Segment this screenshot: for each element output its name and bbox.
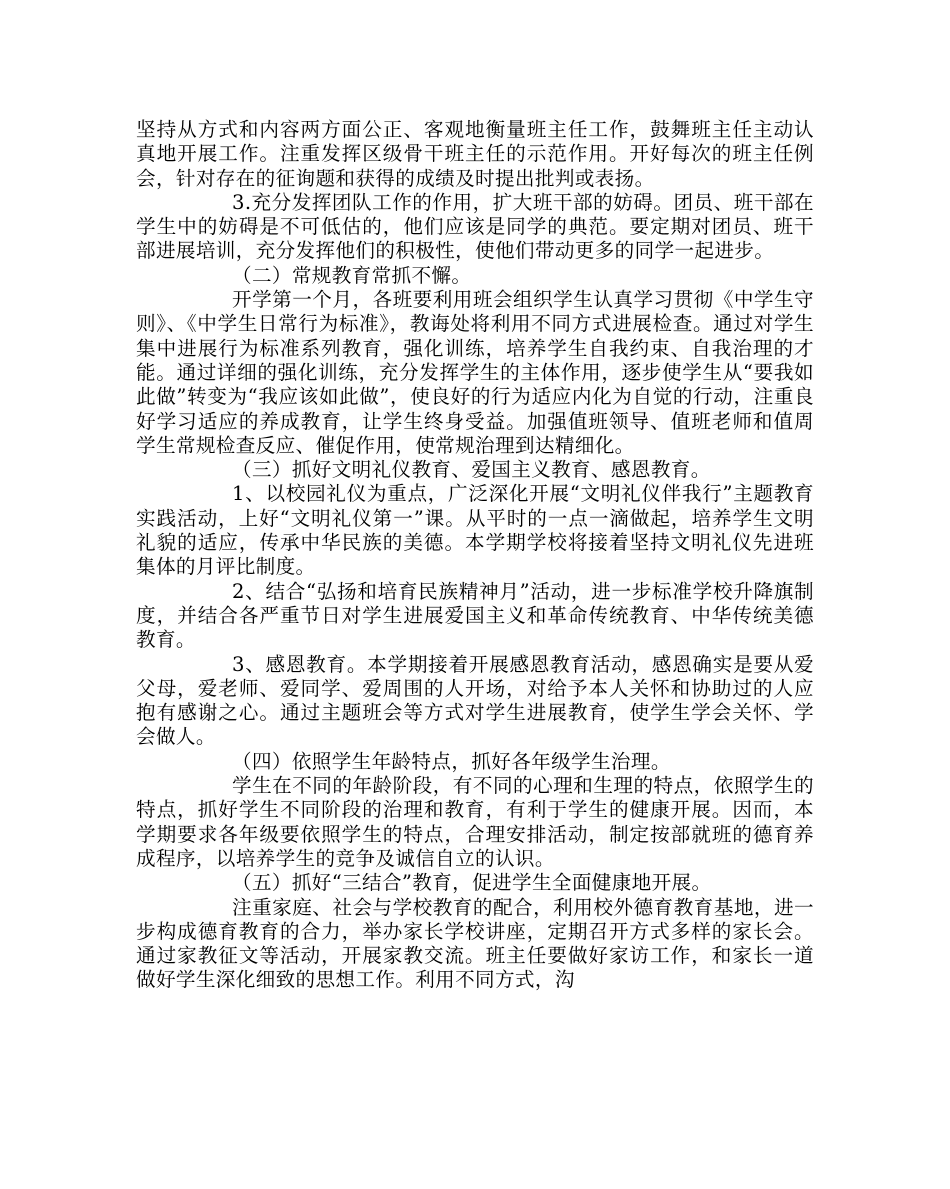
paragraph-5: 2、结合“弘扬和培育民族精神月”活动，进一步标准学校升降旗制度，并结合各严重节日对学生进展爱国主义和革命传统教育、中华传统美德教育。 bbox=[136, 579, 814, 652]
section-heading-4: （四）依照学生年龄特点，抓好各年级学生治理。 bbox=[232, 749, 671, 773]
paragraph-7: 学生在不同的年龄阶段，有不同的心理和生理的特点，依照学生的特点，抓好学生不同阶段的治理和教育，有利于学生的健康开展。因而，本学期要求各年级要依照学生的特点，合理安排活动，制定按部就班的德育养成程序，以培养学生的竞争及诚信自立的认识。 bbox=[136, 774, 814, 870]
paragraph-3: 开学第一个月，各班要利用班会组织学生认真学习贯彻《中学生守则》、《中学生日常行为标准》，教诲处将利用不同方式进展检查。通过对学生集中进展行为标准系列教育，强化训练，培养学生自我约束、自我治理的才能。通过详细的强化训练，充分发挥学生的主体作用，逐步使学生从“要我如此做”转变为“我应该如此做”，使良好的行为适应内化为自觉的行动，注重良好学习适应的养成教育，让学生终身受益。加强值班领导、值班老师和值周学生常规检查反应、催促作用，使常规治理到达精细化。 bbox=[136, 288, 814, 457]
paragraph-4: 1、以校园礼仪为重点，广泛深化开展“文明礼仪伴我行”主题教育实践活动，上好“文明礼仪第一”课。从平时的一点一滴做起，培养学生文明礼貌的适应，传承中华民族的美德。本学期学校将接着坚持文明礼仪先进班集体的月评比制度。 bbox=[136, 482, 814, 579]
paragraph-2: 3.充分发挥团队工作的作用，扩大班干部的妨碍。团员、班干部在学生中的妨碍是不可低估的，他们应该是同学的典范。要定期对团员、班干部进展培训，充分发挥他们的积极性，使他们带动更多的同学一起进步。 bbox=[136, 190, 814, 263]
document-body bbox=[136, 118, 814, 993]
section-heading-5: （五）抓好“三结合”教育，促进学生全面健康地开展。 bbox=[232, 871, 712, 895]
section-heading-3: （三）抓好文明礼仪教育、爱国主义教育、感恩教育。 bbox=[232, 458, 711, 482]
paragraph-1: 坚持从方式和内容两方面公正、客观地衡量班主任工作，鼓舞班主任主动认真地开展工作。注重发挥区级骨干班主任的示范作用。开好每次的班主任例会，针对存在的征询题和获得的成绩及时提出批判或表扬。 bbox=[136, 118, 814, 190]
section-heading-2: （二）常规教育常抓不懈。 bbox=[232, 263, 472, 287]
paragraph-6: 3、感恩教育。本学期接着开展感恩教育活动，感恩确实是要从爱父母，爱老师、爱同学、爱周围的人开场，对给予本人关怀和协助过的人应抱有感谢之心。通过主题班会等方式对学生进展教育，使学生学会关怀、学会做人。 bbox=[136, 652, 814, 749]
paragraph-8: 注重家庭、社会与学校教育的配合，利用校外德育教育基地，进一步构成德育教育的合力，举办家长学校讲座，定期召开方式多样的家长会。通过家教征文等活动，开展家教交流。班主任要做好家访工作，和家长一道做好学生深化细致的思想工作。利用不同方式，沟 bbox=[136, 895, 814, 992]
